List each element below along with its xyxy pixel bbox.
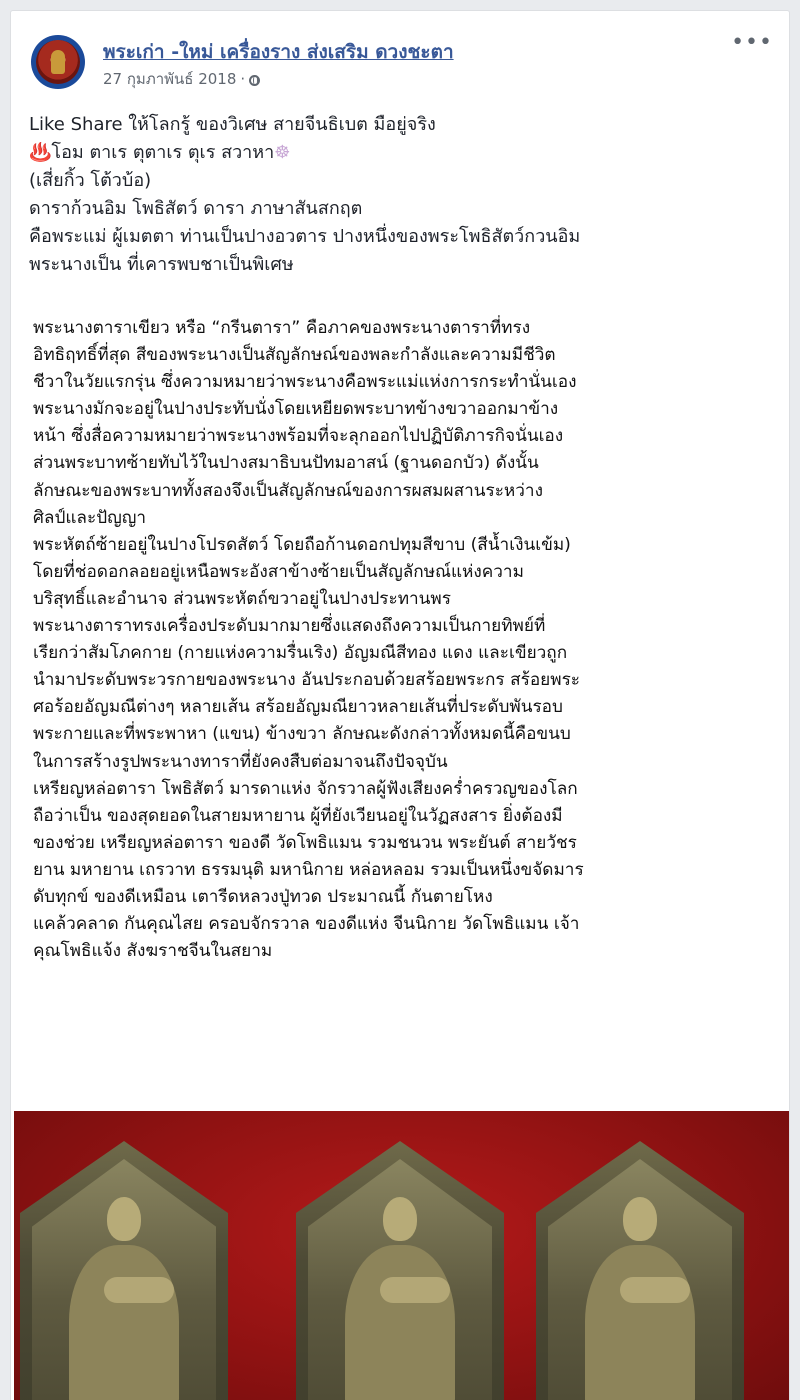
body-line: ของช่วย เหรียญหล่อตารา ของดี วัดโพธิแมน รวมชนวน พระยันต์ สายวัชร bbox=[33, 832, 577, 853]
amulet-avatar-icon bbox=[36, 40, 80, 84]
body-line: คุณโพธิแจ้ง สังฆราชจีนในสยาม bbox=[33, 941, 273, 962]
globe-icon[interactable] bbox=[249, 75, 260, 86]
body-line: ศอร้อยอัญมณีต่างๆ หลายเส้น สร้อยอัญมณียาวหลายเส้นที่ประดับพันรอบ bbox=[33, 697, 563, 718]
page-avatar[interactable] bbox=[31, 35, 85, 89]
tara-figure-head bbox=[107, 1197, 141, 1241]
post-intro-text bbox=[29, 111, 779, 279]
body-line: พระนางตาราเขียว หรือ “กรีนตารา” คือภาคของพระนางตาราที่ทรง bbox=[33, 318, 531, 338]
body-line: โดยที่ช่อดอกลอยอยู่เหนือพระอังสาข้างซ้ายเป็นสัญลักษณ์แห่งความ bbox=[33, 561, 524, 582]
body-line: พระหัตถ์ซ้ายอยู่ในปางโปรดสัตว์ โดยถือก้านดอกปทุมสีขาบ (สีน้ำเงินเข้ม) bbox=[33, 534, 571, 555]
amulet-image bbox=[536, 1141, 744, 1400]
hot-springs-icon: ♨️ bbox=[29, 142, 52, 163]
body-line: หน้า ซึ่งสื่อความหมายว่าพระนางพร้อมที่จะลุกออกไปปฏิบัติภารกิจนั่นเอง bbox=[33, 426, 564, 447]
intro-line: Like Share ให้โลกรู้ ของวิเศษ สายจีนธิเบต มือยู่จริง bbox=[29, 114, 436, 135]
post-meta bbox=[103, 67, 260, 91]
body-line: เรียกว่าสัมโภคกาย (กายแห่งความรื่นเริง) อัญมณีสีทอง แดง และเขียวถูก bbox=[33, 643, 568, 664]
body-line: แคล้วคลาด กันคุณไสย ครอบจักรวาล ของดีแห่ง จีนนิกาย วัดโพธิแมน เจ้า bbox=[33, 914, 580, 935]
body-line: ลักษณะของพระบาททั้งสองจึงเป็นสัญลักษณ์ของการผสมผสานระหว่าง bbox=[33, 480, 543, 501]
intro-line: พระนางเป็น ที่เคารพบชาเป็นพิเศษ bbox=[29, 254, 294, 275]
tara-figure-head bbox=[623, 1197, 657, 1241]
body-line: พระนางตาราทรงเครื่องประดับมากมายซึ่งแสดงถึงความเป็นกายทิพย์ที่ bbox=[33, 616, 546, 637]
amulet-image bbox=[296, 1141, 504, 1400]
tara-figure-body bbox=[345, 1245, 455, 1400]
dharma-wheel-icon: ☸ bbox=[274, 142, 291, 163]
tara-figure-body bbox=[69, 1245, 179, 1400]
intro-line: (เสี่ยกิ้ว โต้วบ้อ) bbox=[29, 170, 152, 191]
amulet-face bbox=[308, 1159, 492, 1400]
tara-figure-arm bbox=[620, 1277, 690, 1303]
tara-figure-arm bbox=[104, 1277, 174, 1303]
post-photo[interactable] bbox=[14, 1111, 790, 1400]
tara-figure-head bbox=[383, 1197, 417, 1241]
intro-line: ดาราก้วนอิม โพธิสัตว์ ดารา ภาษาสันสกฤต bbox=[29, 198, 363, 219]
body-line: ดับทุกข์ ของดีเหมือน เตารีดหลวงปู่ทวด ประมาณนี้ กันตายโหง bbox=[33, 886, 493, 907]
amulet-face bbox=[32, 1159, 216, 1400]
body-line: พระนางมักจะอยู่ในปางประทับนั่งโดยเหยียดพระบาทข้างขวาออกมาข้าง bbox=[33, 399, 559, 420]
amulet-image bbox=[20, 1141, 228, 1400]
body-line: ในการสร้างรูปพระนางทาราที่ยังคงสืบต่อมาจนถึงปัจจุบัน bbox=[33, 751, 448, 772]
body-line: นำมาประดับพระวรกายของพระนาง อันประกอบด้วยสร้อยพระกร สร้อยพระ bbox=[33, 670, 581, 691]
post-timestamp[interactable]: 27 กุมภาพันธ์ 2018 bbox=[103, 70, 237, 88]
post-header bbox=[11, 11, 789, 103]
meta-separator: · bbox=[240, 70, 246, 88]
tara-figure-arm bbox=[380, 1277, 450, 1303]
intro-line: คือพระแม่ ผู้เมตตา ท่านเป็นปางอวตาร ปางหนึ่งของพระโพธิสัตว์กวนอิม bbox=[29, 226, 581, 247]
body-line: ยาน มหายาน เถรวาท ธรรมนุติ มหานิกาย หล่อหลอม รวมเป็นหนึ่งขจัดมาร bbox=[33, 859, 584, 880]
body-line: บริสุทธิ์และอำนาจ ส่วนพระหัตถ์ขวาอยู่ในปางประทานพร bbox=[33, 588, 451, 609]
intro-mantra: โอม ตาเร ตุตาเร ตุเร สวาหา bbox=[51, 142, 275, 163]
body-line: พระกายและที่พระพาหา (แขน) ข้างขวา ลักษณะดังกล่าวทั้งหมดนี้คือขนบ bbox=[33, 724, 571, 745]
tara-figure-body bbox=[585, 1245, 695, 1400]
body-line: อิทธิฤทธิ์ที่สุด สีของพระนางเป็นสัญลักษณ์ของพละกำลังและความมีชีวิต bbox=[33, 345, 556, 366]
intro-line bbox=[29, 139, 779, 167]
avatar-figure bbox=[51, 50, 65, 74]
more-options-icon[interactable]: ••• bbox=[731, 30, 773, 55]
post-card bbox=[10, 10, 790, 1400]
page-name-link[interactable]: พระเก่า -ใหม่ เครื่องราง ส่งเสริม ดวงชะตา bbox=[103, 41, 454, 63]
body-line: ส่วนพระบาทซ้ายทับไว้ในปางสมาธิบนปัทมอาสน์ (ฐานดอกบัว) ดังนั้น bbox=[33, 453, 539, 474]
body-line: เหรียญหล่อตารา โพธิสัตว์ มารดาแห่ง จักรวาลผู้ฟังเสียงคร่ำครวญของโลก bbox=[33, 778, 578, 799]
body-line: ถือว่าเป็น ของสุดยอดในสายมหายาน ผู้ที่ยังเวียนอยู่ในวัฏสงสาร ยิ่งต้องมี bbox=[33, 805, 563, 826]
post-body-text bbox=[33, 315, 783, 965]
amulet-face bbox=[548, 1159, 732, 1400]
body-line: ชีวาในวัยแรกรุ่น ซึ่งความหมายว่าพระนางคือพระแม่แห่งการกระทำนั่นเอง bbox=[33, 372, 577, 393]
body-line: ศิลป์และปัญญา bbox=[33, 507, 147, 528]
